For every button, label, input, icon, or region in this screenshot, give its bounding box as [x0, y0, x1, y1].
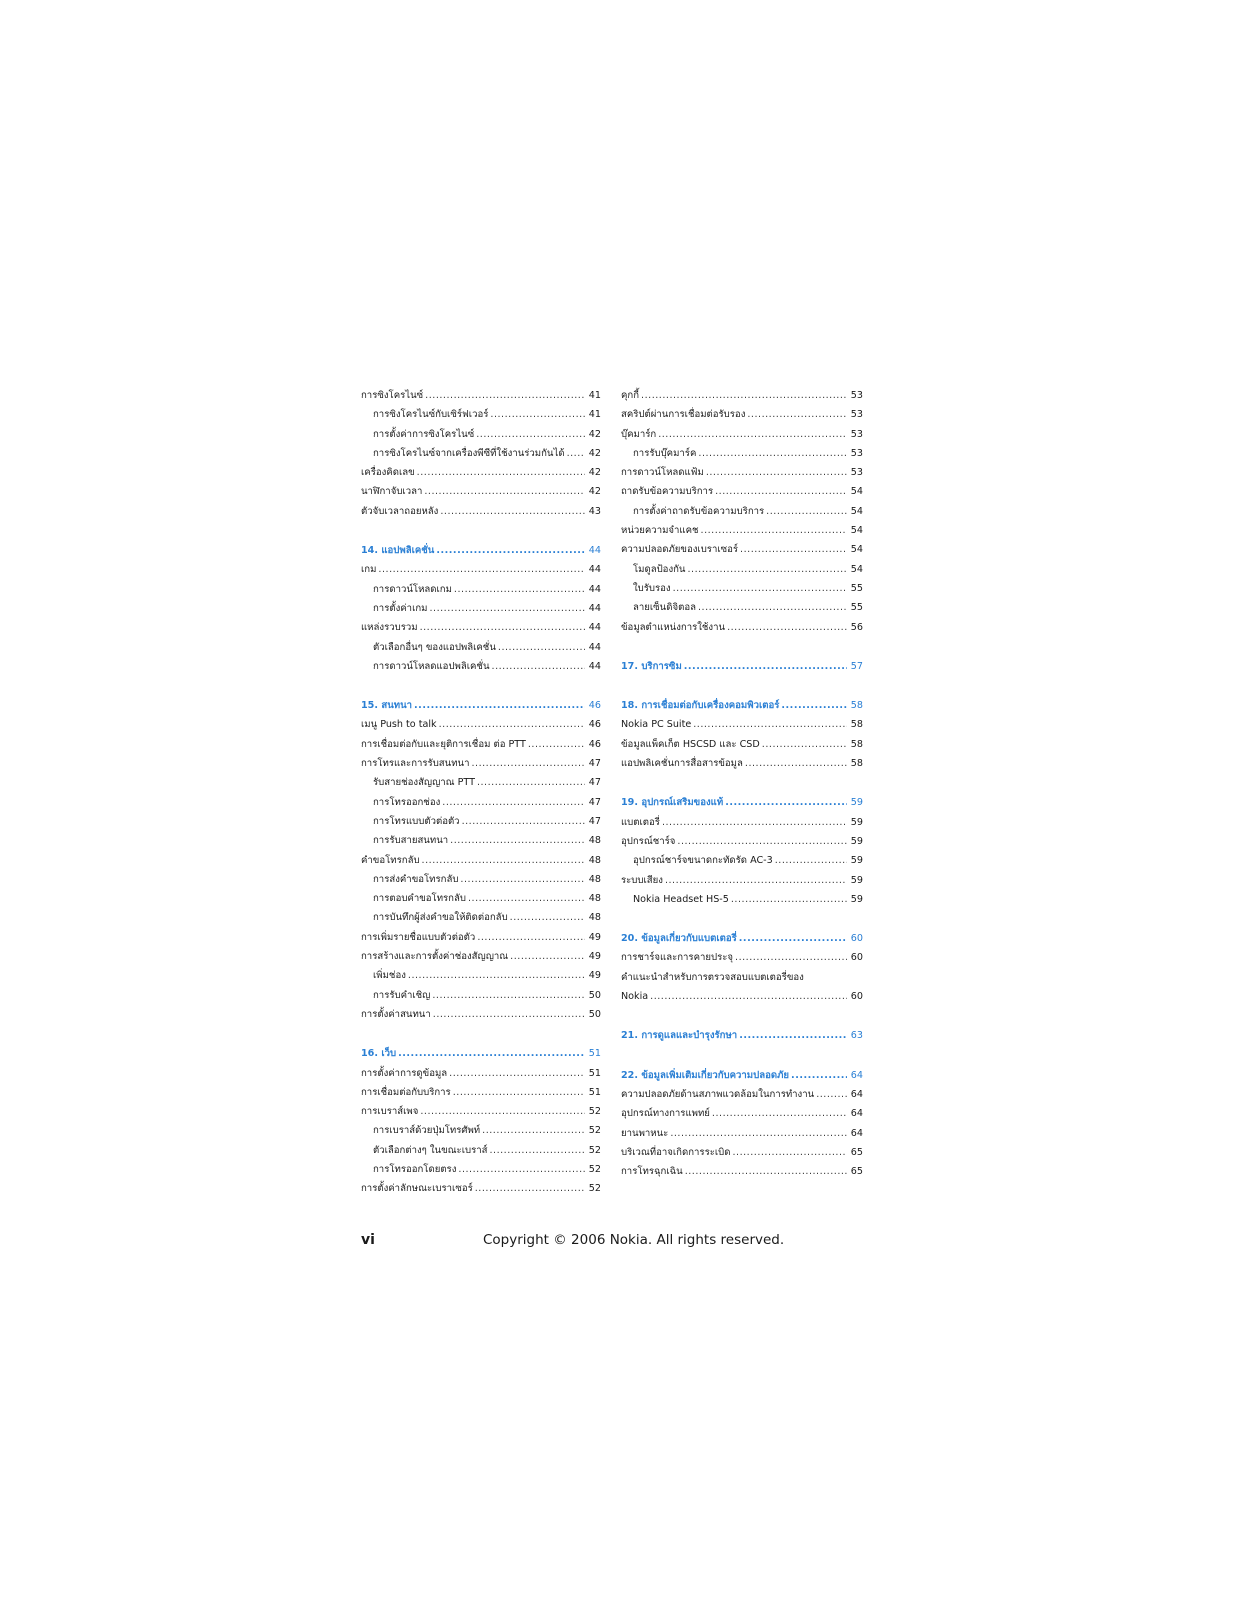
toc-entry[interactable]: [621, 987, 863, 1006]
toc-leader-dots: [468, 889, 585, 908]
toc-section-heading[interactable]: [621, 1066, 863, 1085]
toc-page-number: 48: [588, 873, 601, 885]
toc-leader-dots: [422, 851, 585, 870]
toc-leader-dots: [791, 1066, 847, 1085]
toc-subentry[interactable]: [361, 793, 601, 812]
toc-entry-title: การโทรฉุกเฉิน: [621, 1166, 683, 1178]
toc-page-number: 57: [850, 660, 863, 672]
toc-page-number: 47: [588, 758, 601, 770]
toc-leader-dots: [698, 598, 847, 617]
toc-leader-dots: [677, 832, 847, 851]
toc-page-number: 42: [588, 486, 601, 498]
toc-leader-dots: [453, 1083, 585, 1102]
toc-entry-title: บริเวณที่อาจเกิดการระเบิด: [621, 1146, 731, 1158]
toc-section-heading[interactable]: [621, 929, 863, 948]
toc-entry-title: ลายเซ็นดิจิตอล: [633, 602, 696, 614]
toc-leader-dots: [740, 540, 847, 559]
toc-left-column: [361, 386, 601, 1199]
toc-entry-title: การตั้งค่าลักษณะเบราเซอร์: [361, 1183, 473, 1195]
toc-page-number: 59: [850, 835, 863, 847]
toc-leader-dots: [490, 405, 585, 424]
toc-entry[interactable]: [361, 1064, 601, 1083]
toc-entry[interactable]: [361, 928, 601, 947]
toc-section-heading[interactable]: [621, 793, 863, 812]
toc-section-heading[interactable]: [621, 657, 863, 676]
toc-entry[interactable]: [361, 482, 601, 501]
toc-entry[interactable]: [361, 947, 601, 966]
toc-entry-title: การตั้งค่าการซิงโครไนซ์: [373, 428, 475, 440]
toc-leader-dots: [420, 1102, 585, 1121]
toc-page-number: 42: [588, 467, 601, 479]
toc-leader-dots: [498, 638, 585, 657]
toc-leader-dots: [685, 1162, 847, 1181]
toc-subentry[interactable]: [361, 908, 601, 927]
toc-leader-dots: [477, 773, 585, 792]
toc-leader-dots: [731, 890, 847, 909]
footer-copyright: Copyright © 2006 Nokia. All rights reserved.: [483, 1232, 785, 1248]
toc-page-number: 44: [588, 622, 601, 634]
toc-leader-dots: [781, 696, 847, 715]
toc-leader-dots: [417, 463, 585, 482]
toc-entry[interactable]: [621, 425, 863, 444]
toc-subentry[interactable]: [361, 405, 601, 424]
toc-page-number: 65: [850, 1166, 863, 1178]
toc-subentry[interactable]: [621, 598, 863, 617]
toc-page-number: 43: [588, 505, 601, 517]
toc-entry[interactable]: [621, 1104, 863, 1123]
toc-entry-title: Nokia PC Suite: [621, 719, 692, 731]
toc-entry[interactable]: [621, 618, 863, 637]
toc-entry-title: ตัวจับเวลาถอยหลัง: [361, 505, 439, 517]
toc-page-number: 52: [588, 1125, 601, 1137]
toc-entry-title: 22. ข้อมูลเพิ่มเติมเกี่ยวกับความปลอดภัย: [621, 1069, 790, 1081]
toc-leader-dots: [414, 696, 585, 715]
toc-entry[interactable]: [361, 735, 601, 754]
toc-leader-dots: [650, 987, 847, 1006]
toc-subentry[interactable]: [361, 773, 601, 792]
toc-leader-dots: [420, 618, 585, 637]
toc-entry[interactable]: [361, 502, 601, 521]
toc-page-number: 49: [588, 931, 601, 943]
toc-entry-title: รับสายช่องสัญญาณ PTT: [373, 777, 475, 789]
toc-entry[interactable]: [361, 386, 601, 405]
toc-page-number: 58: [850, 700, 863, 712]
toc-page-number: 42: [588, 447, 601, 459]
toc-section-heading[interactable]: [361, 541, 601, 560]
toc-leader-dots: [408, 966, 585, 985]
toc-entry-title: การชาร์จและการคายประจุ: [621, 952, 734, 964]
toc-subentry[interactable]: [361, 812, 601, 831]
toc-page-number: 59: [850, 874, 863, 886]
toc-leader-dots: [436, 541, 585, 560]
toc-entry[interactable]: [621, 540, 863, 559]
toc-page-number: 60: [850, 952, 863, 964]
toc-entry-title: ยานพาหนะ: [621, 1127, 669, 1139]
toc-leader-dots: [510, 908, 585, 927]
toc-subentry[interactable]: [621, 444, 863, 463]
toc-entry-title: ถาดรับข้อความบริการ: [621, 486, 714, 498]
toc-leader-dots: [440, 502, 585, 521]
toc-entry[interactable]: [361, 715, 601, 734]
toc-leader-dots: [698, 444, 847, 463]
toc-entry-title: อุปกรณ์ชาร์จ: [621, 835, 676, 847]
toc-entry-title: การโทรและการรับสนทนา: [361, 758, 470, 770]
toc-page-number: 46: [588, 738, 601, 750]
toc-page-number: 50: [588, 989, 601, 1001]
toc-subentry[interactable]: [361, 1121, 601, 1140]
toc-page-number: 59: [850, 816, 863, 828]
toc-leader-dots: [432, 986, 585, 1005]
toc-entry-title: ใบรับรอง: [633, 582, 671, 594]
toc-entry-title: บุ๊คมาร์ก: [621, 428, 657, 440]
toc-subentry[interactable]: [361, 889, 601, 908]
toc-entry-title: 19. อุปกรณ์เสริมของแท้: [621, 797, 724, 809]
toc-page-number: 44: [588, 583, 601, 595]
toc-leader-dots: [429, 599, 585, 618]
toc-entry-title: 21. การดูแลและบำรุงรักษา: [621, 1030, 738, 1042]
toc-page-number: 60: [850, 991, 863, 1003]
toc-leader-dots: [712, 1104, 847, 1123]
toc-leader-dots: [673, 579, 847, 598]
toc-entry[interactable]: [621, 463, 863, 482]
toc-leader-dots: [739, 1026, 847, 1045]
toc-entry[interactable]: [621, 813, 863, 832]
toc-entry-title: การดาวน์โหลดเกม: [373, 583, 452, 595]
toc-entry-title: การรับคำเชิญ: [373, 989, 431, 1001]
toc-entry[interactable]: [361, 1083, 601, 1102]
toc-entry-title: นาฬิกาจับเวลา: [361, 486, 423, 498]
toc-section-heading[interactable]: [361, 1044, 601, 1063]
toc-leader-dots: [471, 754, 585, 773]
toc-entry-title: Nokia Headset HS-5: [633, 893, 729, 905]
toc-entry[interactable]: [361, 1179, 601, 1198]
toc-leader-dots: [424, 482, 585, 501]
toc-page-number: 48: [588, 835, 601, 847]
toc-page-number: 65: [850, 1146, 863, 1158]
toc-page-number: 52: [588, 1163, 601, 1175]
toc-entry[interactable]: [621, 386, 863, 405]
toc-entry[interactable]: [361, 618, 601, 637]
toc-entry-title: 15. สนทนา: [361, 700, 413, 712]
toc-page-number: 46: [588, 700, 601, 712]
toc-page-number: 49: [588, 970, 601, 982]
toc-entry-title: การซิงโครไนซ์: [361, 390, 424, 401]
toc-entry-title: โมดูลป้องกัน: [633, 563, 686, 575]
toc-page-number: 44: [588, 602, 601, 614]
toc-leader-dots: [449, 1064, 585, 1083]
toc-section-heading[interactable]: [621, 696, 863, 715]
toc-leader-dots: [425, 386, 585, 405]
toc-entry-title: การเพิ่มรายชื่อแบบตัวต่อตัว: [361, 931, 476, 943]
toc-entry-title: การซิงโครไนซ์จากเครื่องพีซีที่ใช้งานร่วมกันได้: [373, 447, 565, 459]
toc-entry[interactable]: [361, 560, 601, 579]
toc-entry-title: การโทรแบบตัวต่อตัว: [373, 815, 460, 827]
toc-entry-title: ความปลอดภัยของเบราเซอร์: [621, 544, 739, 556]
toc-leader-dots: [693, 715, 847, 734]
toc-entry[interactable]: [621, 871, 863, 890]
toc-leader-dots: [747, 405, 847, 424]
toc-leader-dots: [475, 1179, 585, 1198]
toc-leader-dots: [492, 657, 585, 676]
toc-subentry[interactable]: [621, 579, 863, 598]
toc-leader-dots: [727, 618, 847, 637]
toc-entry[interactable]: [361, 463, 601, 482]
toc-entry-title: แบตเตอรี่: [621, 816, 660, 828]
toc-entry-title: เพิ่มช่อง: [373, 970, 406, 982]
footer-page-number: vi: [361, 1232, 375, 1248]
toc-entry-title: การโทรออกช่อง: [373, 796, 441, 808]
toc-page-number: 42: [588, 428, 601, 440]
toc-subentry[interactable]: [361, 1141, 601, 1160]
toc-leader-dots: [670, 1124, 847, 1143]
toc-leader-dots: [489, 1141, 585, 1160]
toc-subentry[interactable]: [361, 831, 601, 850]
toc-leader-dots: [665, 871, 847, 890]
toc-leader-dots: [398, 1044, 585, 1063]
toc-page-number: 49: [588, 951, 601, 963]
toc-entry[interactable]: [361, 1005, 601, 1024]
toc-page-number: 64: [850, 1088, 863, 1100]
toc-leader-dots: [658, 425, 847, 444]
toc-subentry[interactable]: [361, 599, 601, 618]
toc-entry-title: การเชื่อมต่อกับและยุติการเชื่อม ต่อ PTT: [361, 738, 526, 750]
toc-leader-dots: [816, 1085, 847, 1104]
toc-page-number: 53: [850, 467, 863, 479]
toc-subentry[interactable]: [621, 502, 863, 521]
toc-entry[interactable]: [621, 754, 863, 773]
toc-leader-dots: [482, 1121, 585, 1140]
toc-page-number: 63: [850, 1030, 863, 1042]
toc-leader-dots: [732, 1143, 847, 1162]
toc-page-number: 59: [850, 855, 863, 867]
toc-page-number: 54: [850, 544, 863, 556]
toc-entry-title: การตั้งค่าสนทนา: [361, 1008, 431, 1020]
toc-entry-title: 17. บริการซิม: [621, 660, 682, 672]
toc-entry-title: แอปพลิเคชั่นการสื่อสารข้อมูล: [621, 758, 743, 770]
toc-entry-title: Nokia: [621, 991, 649, 1003]
toc-entry-title: 14. แอปพลิเคชั่น: [361, 545, 435, 557]
toc-entry-title: สคริปต์ผ่านการเชื่อมต่อรับรอง: [621, 409, 746, 421]
toc-leader-dots: [439, 715, 585, 734]
toc-page-number: 51: [588, 1086, 601, 1098]
toc-entry-title: การซิงโครไนซ์กับเซิร์ฟเวอร์: [373, 409, 489, 421]
toc-entry[interactable]: [361, 1102, 601, 1121]
toc-leader-dots: [739, 929, 847, 948]
toc-entry-title: เมนู Push to talk: [361, 719, 437, 731]
toc-page-number: 41: [588, 390, 601, 401]
toc-leader-dots: [476, 425, 585, 444]
toc-entry-title: การตอบคำขอโทรกลับ: [373, 893, 466, 905]
toc-entry-title: ข้อมูลตำแหน่งการใช้งาน: [621, 621, 726, 633]
toc-leader-dots: [701, 521, 847, 540]
toc-page-number: 50: [588, 1008, 601, 1020]
toc-entry-title: การบันทึกผู้ส่งคำขอให้ติดต่อกลับ: [373, 912, 508, 924]
toc-page-number: 52: [588, 1183, 601, 1195]
toc-entry-title: การตั้งค่าเกม: [373, 602, 428, 614]
toc-entry-title: ตัวเลือกต่างๆ ในขณะเบราส์: [373, 1144, 488, 1156]
toc-page-number: 55: [850, 602, 863, 614]
toc-page-number: 59: [850, 893, 863, 905]
toc-entry-title: การรับบุ๊คมาร์ค: [633, 447, 697, 459]
toc-leader-dots: [378, 560, 585, 579]
toc-page-number: 48: [588, 893, 601, 905]
toc-subentry[interactable]: [621, 560, 863, 579]
toc-entry-title: การเชื่อมต่อกับบริการ: [361, 1086, 451, 1098]
toc-page-number: 41: [588, 409, 601, 421]
toc-entry-title: การรับสายสนทนา: [373, 835, 449, 847]
toc-entry-title: การสร้างและการตั้งค่าช่องสัญญาณ: [361, 951, 509, 963]
toc-page-number: 64: [850, 1127, 863, 1139]
toc-leader-dots: [460, 870, 585, 889]
toc-leader-dots: [735, 948, 847, 967]
toc-entry[interactable]: [621, 715, 863, 734]
toc-page-number: 44: [588, 545, 601, 557]
toc-section-heading[interactable]: [361, 696, 601, 715]
toc-page-number: 44: [588, 660, 601, 672]
toc-leader-dots: [745, 754, 847, 773]
toc-entry[interactable]: [621, 832, 863, 851]
toc-right-column: [621, 386, 863, 1181]
toc-page-number: 54: [850, 486, 863, 498]
toc-page-number: 44: [588, 564, 601, 576]
toc-page-number: 53: [850, 390, 863, 401]
toc-page-number: 58: [850, 758, 863, 770]
toc-page-number: 52: [588, 1144, 601, 1156]
toc-leader-dots: [715, 482, 847, 501]
toc-entry[interactable]: [621, 1124, 863, 1143]
toc-leader-dots: [775, 851, 847, 870]
toc-entry-title: การตั้งค่าถาดรับข้อความบริการ: [633, 505, 765, 517]
toc-leader-dots: [442, 793, 585, 812]
toc-page-number: 48: [588, 912, 601, 924]
toc-page-number: 58: [850, 719, 863, 731]
toc-entry[interactable]: [621, 482, 863, 501]
toc-entry-title: 18. การเชื่อมต่อกับเครื่องคอมพิวเตอร์: [621, 700, 780, 712]
toc-entry-title: การดาวน์โหลดแฟ้ม: [621, 467, 704, 479]
toc-page-number: 48: [588, 854, 601, 866]
toc-leader-dots: [706, 463, 847, 482]
toc-entry-title: อุปกรณ์ทางการแพทย์: [621, 1108, 710, 1120]
toc-subentry[interactable]: [361, 425, 601, 444]
toc-entry[interactable]: [621, 521, 863, 540]
toc-leader-dots: [766, 502, 847, 521]
toc-page-number: 47: [588, 815, 601, 827]
toc-page-number: 47: [588, 777, 601, 789]
toc-leader-dots: [462, 812, 585, 831]
toc-leader-dots: [641, 386, 847, 405]
toc-page-number: 46: [588, 719, 601, 731]
toc-entry-title: การเบราส์ด้วยปุ่มโทรศัพท์: [373, 1125, 481, 1137]
toc-leader-dots: [762, 735, 847, 754]
toc-page-number: 60: [850, 933, 863, 945]
toc-page-number: 54: [850, 505, 863, 517]
toc-entry-title: แหล่งรวบรวม: [361, 622, 418, 634]
toc-entry[interactable]: [621, 948, 863, 967]
toc-leader-dots: [725, 793, 847, 812]
toc-page-number: 53: [850, 447, 863, 459]
toc-leader-dots: [662, 813, 847, 832]
toc-subentry[interactable]: [621, 851, 863, 870]
toc-entry-title: เกม: [361, 564, 377, 576]
toc-entry-title: คุกกี้: [621, 390, 640, 401]
toc-entry[interactable]: [621, 405, 863, 424]
toc-subentry[interactable]: [361, 966, 601, 985]
toc-page-number: 51: [588, 1048, 601, 1060]
toc-page-number: 53: [850, 428, 863, 440]
toc-page-number: 54: [850, 563, 863, 575]
toc-leader-dots: [458, 1160, 585, 1179]
toc-subentry[interactable]: [361, 580, 601, 599]
toc-page-number: 64: [850, 1108, 863, 1120]
toc-leader-dots: [510, 947, 585, 966]
toc-subentry[interactable]: [361, 986, 601, 1005]
toc-subentry[interactable]: [361, 1160, 601, 1179]
toc-page-number: 55: [850, 582, 863, 594]
toc-leader-dots: [688, 560, 848, 579]
toc-entry-title: ตัวเลือกอื่นๆ ของแอปพลิเคชั่น: [373, 641, 496, 653]
toc-leader-dots: [433, 1005, 585, 1024]
toc-entry-title: 16. เว็บ: [361, 1048, 397, 1060]
toc-leader-dots: [450, 831, 585, 850]
toc-entry-title: หน่วยความจำแคช: [621, 525, 699, 537]
toc-page-number: 64: [850, 1069, 863, 1081]
toc-subentry[interactable]: [361, 444, 601, 463]
toc-page-number: 51: [588, 1067, 601, 1079]
toc-leader-dots: [528, 735, 585, 754]
toc-subentry[interactable]: [361, 638, 601, 657]
toc-leader-dots: [454, 580, 585, 599]
toc-entry-title: ข้อมูลแพ็คเก็ต HSCSD และ CSD: [621, 738, 760, 750]
toc-page-number: 44: [588, 641, 601, 653]
toc-subentry[interactable]: [621, 890, 863, 909]
toc-page-number: 47: [588, 796, 601, 808]
toc-entry[interactable]: [621, 1085, 863, 1104]
toc-entry[interactable]: [361, 754, 601, 773]
toc-entry[interactable]: [621, 735, 863, 754]
toc-entry-title: ความปลอดภัยด้านสภาพแวดล้อมในการทำงาน: [621, 1088, 815, 1100]
toc-entry-title: เครื่องคิดเลข: [361, 467, 415, 479]
toc-subentry[interactable]: [361, 657, 601, 676]
toc-entry-title: 20. ข้อมูลเกี่ยวกับแบตเตอรี่: [621, 933, 737, 945]
toc-page-number: 53: [850, 409, 863, 421]
toc-leader-dots: [684, 657, 847, 676]
toc-entry-title: ระบบเสียง: [621, 874, 663, 886]
toc-page-number: 54: [850, 525, 863, 537]
toc-entry-title: อุปกรณ์ชาร์จขนาดกะทัดรัด AC-3: [633, 855, 773, 867]
toc-entry[interactable]: [361, 851, 601, 870]
toc-page-number: 56: [850, 621, 863, 633]
toc-entry[interactable]: [621, 1162, 863, 1181]
toc-subentry[interactable]: [361, 870, 601, 889]
toc-page-number: 59: [850, 797, 863, 809]
toc-entry-title: การดาวน์โหลดแอปพลิเคชั่น: [373, 660, 490, 672]
toc-entry-title: คำขอโทรกลับ: [361, 854, 420, 866]
toc-page-number: 58: [850, 738, 863, 750]
toc-leader-dots: [477, 928, 585, 947]
toc-page-number: 52: [588, 1106, 601, 1118]
toc-leader-dots: [567, 444, 585, 463]
toc-entry[interactable]: [621, 1143, 863, 1162]
toc-section-heading[interactable]: [621, 1026, 863, 1045]
toc-entry-title: การเบราส์เพจ: [361, 1106, 419, 1118]
toc-entry-title: การส่งคำขอโทรกลับ: [373, 873, 459, 885]
toc-entry-continued: คำแนะนำสำหรับการตรวจสอบแบตเตอรี่ของ: [621, 971, 804, 983]
toc-entry-title: การตั้งค่าการดูข้อมูล: [361, 1067, 448, 1079]
toc-entry-title: การโทรออกโดยตรง: [373, 1163, 457, 1175]
